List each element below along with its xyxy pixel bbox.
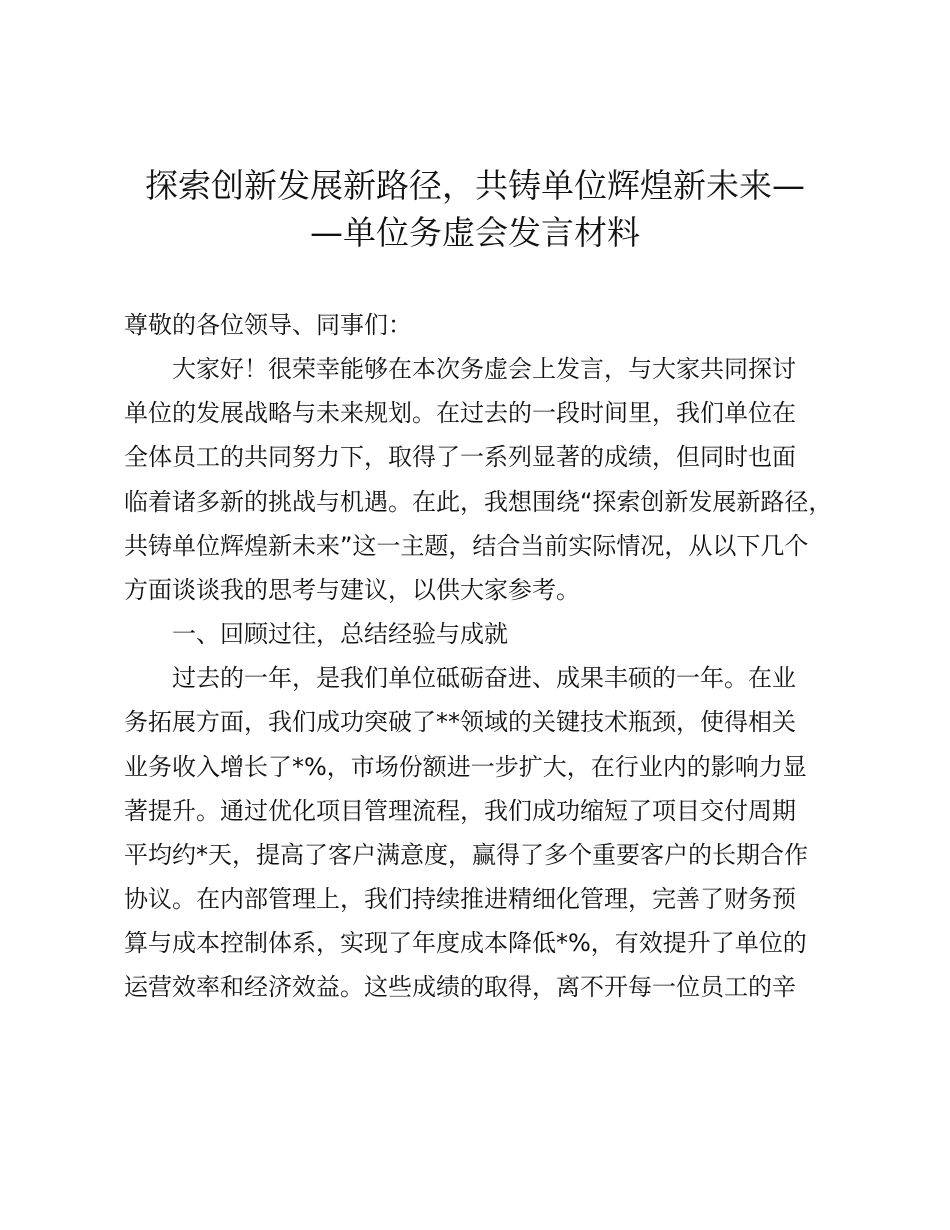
salutation: 尊敬的各位领导、同事们： [124, 311, 412, 339]
paragraph-2-line: 运营效率和经济效益。这些成绩的取得，离不开每一位员工的辛 [124, 973, 796, 1001]
paragraph-2-line: 业务收入增长了*%，市场份额进一步扩大，在行业内的影响力显 [124, 753, 807, 781]
paragraph-1-line: 单位的发展战略与未来规划。在过去的一段时间里，我们单位在 [124, 399, 796, 427]
paragraph-2-line: 平均约*天，提高了客户满意度，赢得了多个重要客户的长期合作 [124, 841, 808, 869]
paragraph-1-line: 方面谈谈我的思考与建议，以供大家参考。 [124, 576, 580, 604]
document-title-line-1: 探索创新发展新路径，共铸单位辉煌新未来— [145, 166, 805, 205]
section-1-heading: 一、回顾过往，总结经验与成就 [172, 620, 508, 648]
document-title-line-2: —单位务虚会发言材料 [310, 213, 640, 252]
paragraph-2-line: 著提升。通过优化项目管理流程，我们成功缩短了项目交付周期 [124, 797, 796, 825]
paragraph-2-line: 算与成本控制体系，实现了年度成本降低*%，有效提升了单位的 [124, 929, 807, 957]
paragraph-1-line: 大家好！很荣幸能够在本次务虚会上发言，与大家共同探讨 [172, 355, 796, 383]
paragraph-2-line: 协议。在内部管理上，我们持续推进精细化管理，完善了财务预 [124, 885, 796, 913]
paragraph-2-line: 务拓展方面，我们成功突破了**领域的关键技术瓶颈，使得相关 [124, 708, 796, 736]
paragraph-1-line: 共铸单位辉煌新未来”这一主题，结合当前实际情况，从以下几个 [124, 532, 809, 560]
paragraph-1-line: 临着诸多新的挑战与机遇。在此，我想围绕“探索创新发展新路径， [124, 488, 833, 516]
paragraph-1-line: 全体员工的共同努力下，取得了一系列显著的成绩，但同时也面 [124, 443, 796, 471]
paragraph-2-line: 过去的一年，是我们单位砥砺奋进、成果丰硕的一年。在业 [172, 664, 796, 692]
